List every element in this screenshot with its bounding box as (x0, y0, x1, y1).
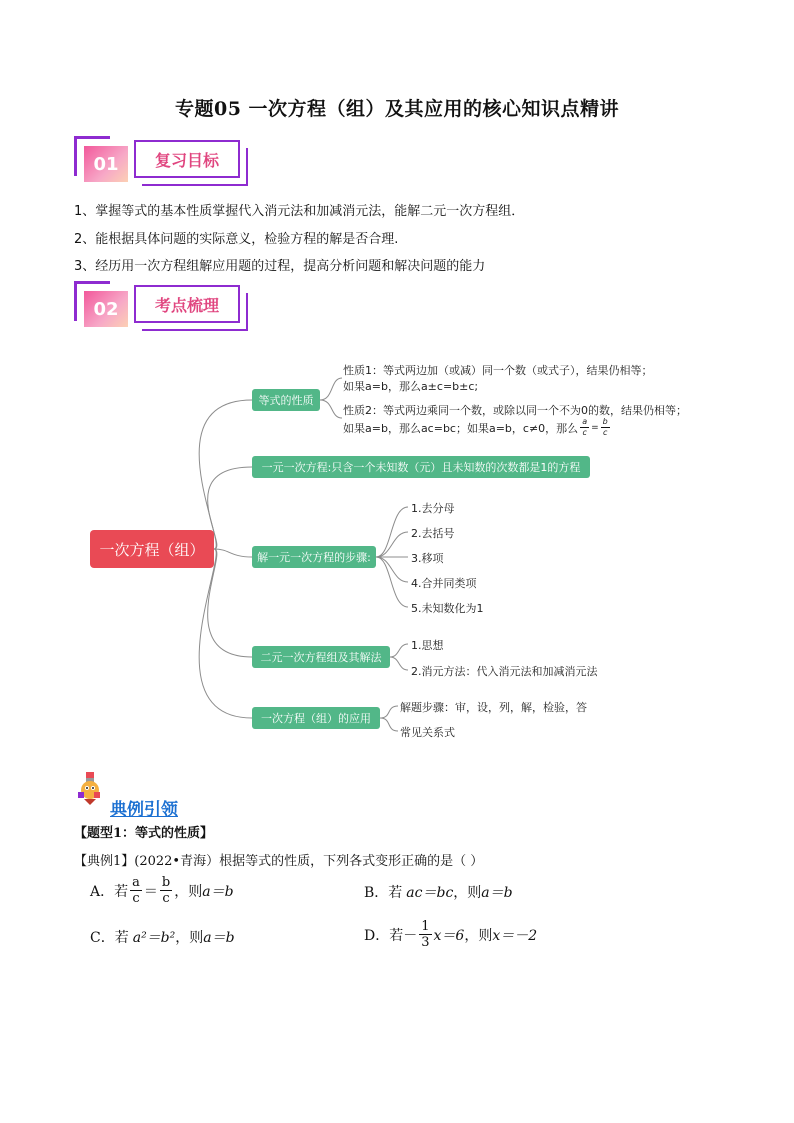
option-c (90, 927, 235, 947)
equals-sign: ＝ (143, 883, 158, 900)
option-connector: ，则 (175, 930, 204, 946)
question-type: 【题型1：等式的性质】 (74, 826, 214, 841)
mindmap-root: 一次方程（组） (90, 530, 214, 568)
option-prefix: C．若 (90, 930, 129, 946)
fraction-numerator: 1 (421, 919, 430, 934)
fraction (130, 876, 142, 905)
fraction-denominator: c (602, 428, 608, 437)
section-number: 01 (84, 146, 128, 182)
fraction-numerator: a (582, 417, 588, 426)
mindmap-branch: 一次方程（组）的应用 (252, 707, 380, 729)
mindmap-leaf-text: 如果a=b，那么ac=bc；如果a=b，c≠0，那么 (343, 421, 579, 435)
goal-item: 3、经历用一次方程组解应用题的过程，提高分析问题和解决问题的能力 (74, 259, 486, 274)
option-connector: ，则 (464, 927, 493, 944)
mindmap-leaf: 3.移项 (411, 552, 444, 565)
option-connector: ，则 (453, 885, 482, 901)
mindmap-leaf: 常见关系式 (400, 726, 455, 739)
fraction-denominator: c (132, 891, 140, 906)
mindmap-branch: 二元一次方程组及其解法 (252, 646, 390, 668)
fraction-numerator: b (161, 875, 171, 890)
mindmap-branch: 一元一次方程:只含一个未知数（元）且未知数的次数都是1的方程 (252, 456, 590, 478)
mindmap-branch: 等式的性质 (252, 389, 320, 411)
mindmap-leaf: 1.去分母 (411, 502, 455, 515)
fraction-denominator: 3 (421, 935, 430, 950)
mindmap-leaf: 性质2：等式两边乘同一个数，或除以同一个不为0的数，结果仍相等； (343, 404, 687, 417)
mindmap-branch: 解一元一次方程的步骤: (252, 546, 376, 568)
option-prefix: A．若 (90, 883, 129, 900)
fraction (601, 418, 610, 437)
mindmap-leaf: 5.未知数化为1 (411, 602, 484, 615)
option-expression: a²＝b² (132, 930, 176, 946)
option-expression: ac＝bc (406, 885, 454, 901)
question-stem: 【典例1】(2022•青海）根据等式的性质，下列各式变形正确的是（ ） (74, 854, 484, 869)
option-connector: ，则 (174, 883, 203, 900)
option-result: a＝b (481, 885, 513, 901)
page-title: 专题05 一次方程（组）及其应用的核心知识点精讲 (174, 98, 620, 120)
section-label: 复习目标 (154, 150, 219, 170)
fraction (160, 876, 172, 905)
option-result: a＝b (202, 883, 234, 900)
section-label: 考点梳理 (154, 295, 219, 315)
fraction-numerator: a (132, 875, 140, 890)
mindmap-leaf (343, 418, 612, 437)
goal-item: 1、掌握等式的基本性质掌握代入消元法和加减消元法，能解二元一次方程组． (74, 204, 525, 219)
option-prefix: B．若 (364, 885, 403, 901)
option-result: x＝－2 (492, 927, 538, 944)
fraction-denominator: c (162, 891, 170, 906)
option-prefix: D．若－ (364, 927, 418, 944)
fraction-denominator: c (582, 428, 587, 437)
mindmap-leaf: 如果a=b，那么a±c=b±c; (343, 380, 479, 393)
section-number: 02 (84, 291, 128, 327)
mindmap-leaf: 2.去括号 (411, 527, 455, 540)
option-expression: x＝6 (433, 927, 465, 944)
option-b (364, 882, 513, 902)
option-a (90, 876, 234, 905)
option-d (364, 920, 537, 949)
mindmap-leaf: 1.思想 (411, 639, 444, 652)
fraction (419, 920, 431, 949)
goal-item: 2、能根据具体问题的实际意义，检验方程的解是否合理. (74, 232, 399, 247)
example-heading: 典例引领 (110, 800, 178, 820)
mindmap-leaf: 4.合并同类项 (411, 577, 477, 590)
mindmap-leaf: 2.消元方法：代入消元法和加减消元法 (411, 665, 598, 678)
equals-sign: = (591, 422, 599, 433)
option-result: a＝b (203, 930, 235, 946)
fraction-numerator: b (602, 417, 608, 426)
mindmap-leaf: 解题步骤：审，设，列，解，检验，答 (400, 701, 587, 714)
pencil-mascot-icon (72, 770, 106, 806)
fraction (580, 418, 589, 437)
mindmap-leaf: 性质1：等式两边加（或减）同一个数（或式子），结果仍相等； (343, 364, 653, 377)
